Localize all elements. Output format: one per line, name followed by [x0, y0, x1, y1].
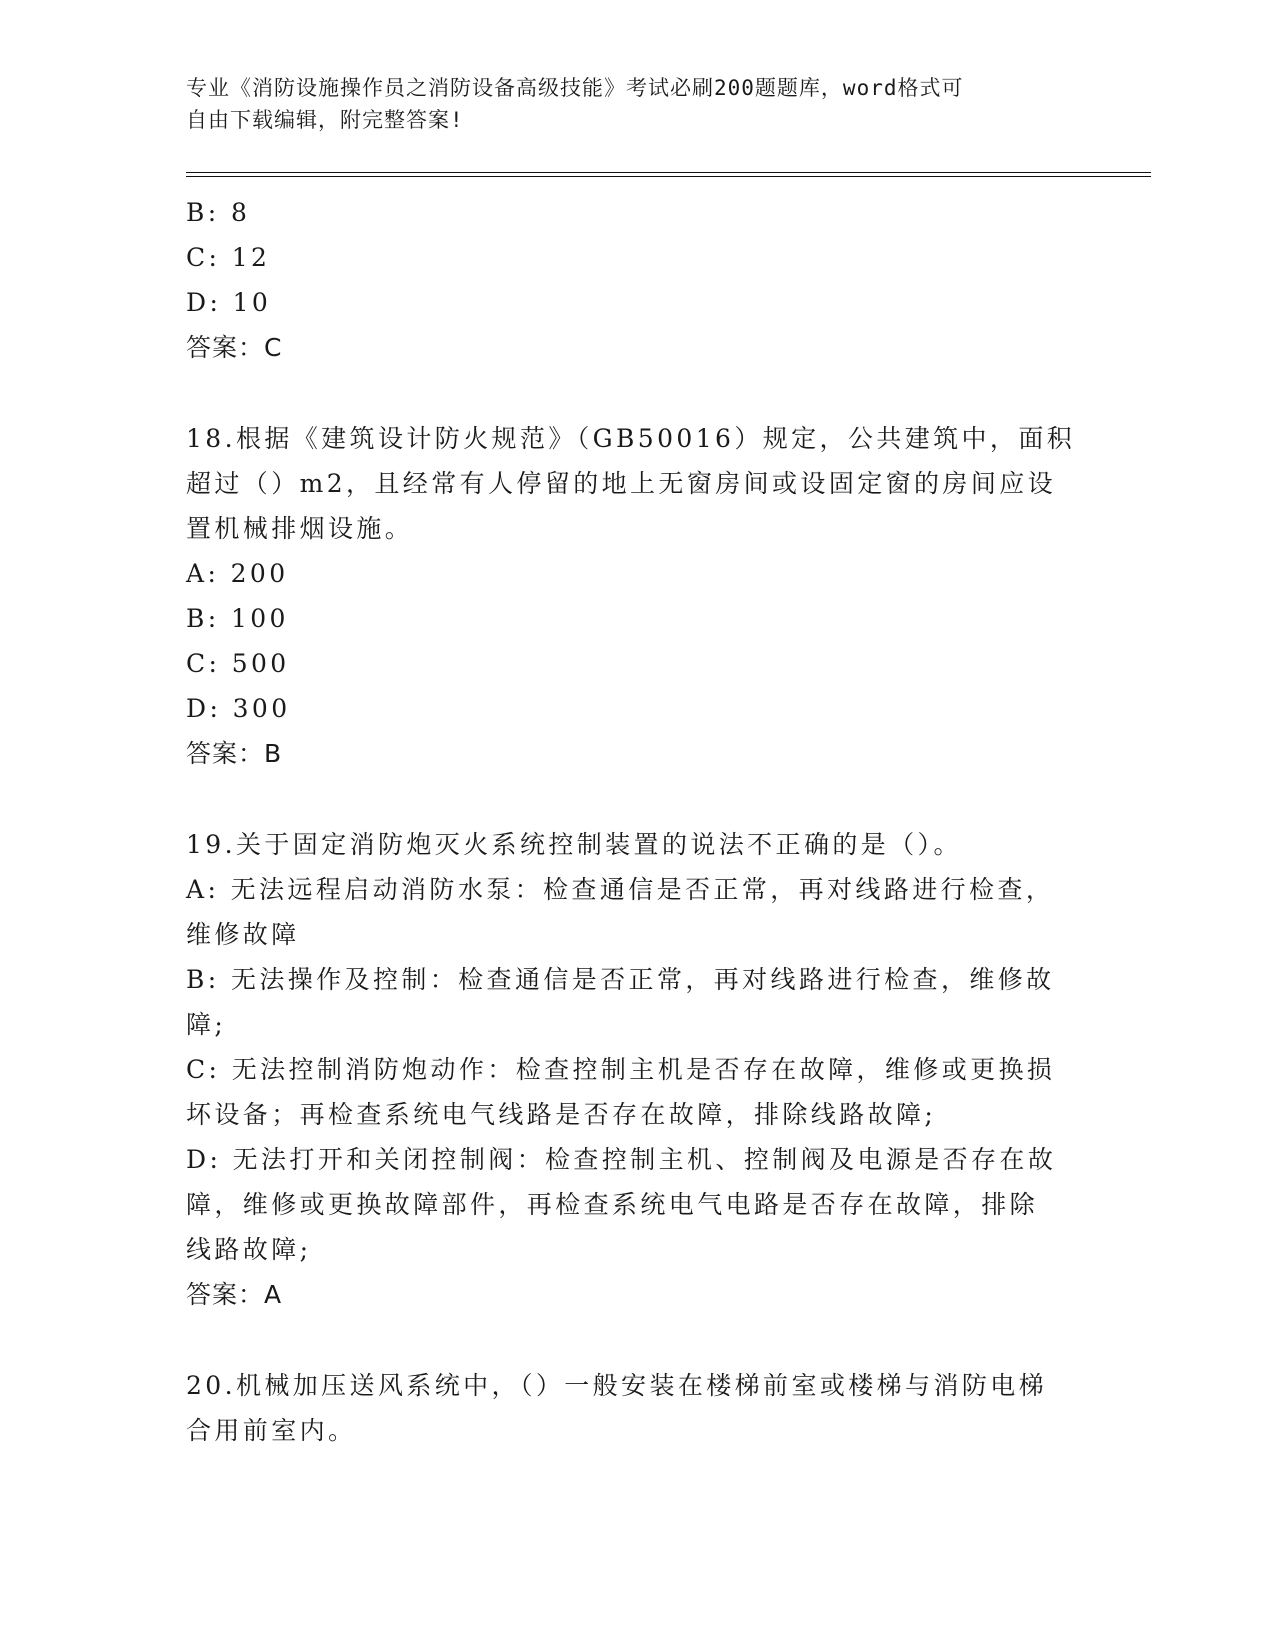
q19-option-b-line-2: 障;	[186, 1010, 227, 1039]
q19-option-d-line-1: D: 无法打开和关闭控制阀：检查控制主机、控制阀及电源是否存在故	[186, 1145, 1057, 1174]
q17-answer: 答案：C	[186, 333, 283, 362]
question-list	[186, 190, 1076, 1453]
q18-stem-line-1: 18.根据《建筑设计防火规范》（GB50016）规定，公共建筑中，面积	[186, 424, 1076, 453]
q19-option-d-line-2: 障，维修或更换故障部件，再检查系统电气电路是否存在故障，排除	[186, 1190, 1039, 1219]
header-line-2: 自由下载编辑，附完整答案!	[186, 108, 464, 132]
header-rule-top	[186, 172, 1151, 173]
spacer	[186, 776, 1066, 822]
q19-option-d-line-3: 线路故障;	[186, 1235, 312, 1264]
q19-answer: 答案：A	[186, 1280, 283, 1309]
spacer	[186, 1317, 1066, 1363]
q18-option-c: C: 500	[186, 649, 290, 678]
document-header	[186, 72, 1086, 136]
q18-option-b: B: 100	[186, 604, 289, 633]
q19-option-b-line-1: B: 无法操作及控制：检查通信是否正常，再对线路进行检查，维修故	[186, 965, 1055, 994]
q19-option-a-line-1: A: 无法远程启动消防水泵：检查通信是否正常，再对线路进行检查，	[186, 875, 1055, 904]
question-17-tail	[186, 190, 1066, 370]
q18-stem-line-2: 超过（）m2，且经常有人停留的地上无窗房间或设固定窗的房间应设	[186, 469, 1057, 498]
q17-option-d: D: 10	[186, 288, 272, 317]
question-18	[186, 416, 1076, 776]
q17-option-b: B: 8	[186, 198, 251, 227]
q19-option-c-line-1: C: 无法控制消防炮动作：检查控制主机是否存在故障，维修或更换损	[186, 1055, 1056, 1084]
q20-stem-line-2: 合用前室内。	[186, 1416, 357, 1445]
header-rule-bottom	[186, 176, 1151, 177]
q19-option-a-line-2: 维修故障	[186, 920, 300, 949]
q18-option-a: A: 200	[186, 559, 289, 588]
q20-stem-line-1: 20.机械加压送风系统中，（）一般安装在楼梯前室或楼梯与消防电梯	[186, 1371, 1048, 1400]
q19-stem: 19.关于固定消防炮灭火系统控制装置的说法不正确的是（）。	[186, 830, 962, 859]
q17-option-c: C: 12	[186, 243, 271, 272]
q18-stem-line-3: 置机械排烟设施。	[186, 514, 414, 543]
spacer	[186, 370, 1066, 416]
header-line-1: 专业《消防设施操作员之消防设备高级技能》考试必刷200题题库，word格式可	[186, 76, 964, 100]
q19-option-c-line-2: 坏设备；再检查系统电气线路是否存在故障，排除线路故障;	[186, 1100, 937, 1129]
q18-answer: 答案：B	[186, 739, 283, 768]
question-20	[186, 1363, 1066, 1453]
q18-option-d: D: 300	[186, 694, 291, 723]
question-19	[186, 822, 1066, 1317]
